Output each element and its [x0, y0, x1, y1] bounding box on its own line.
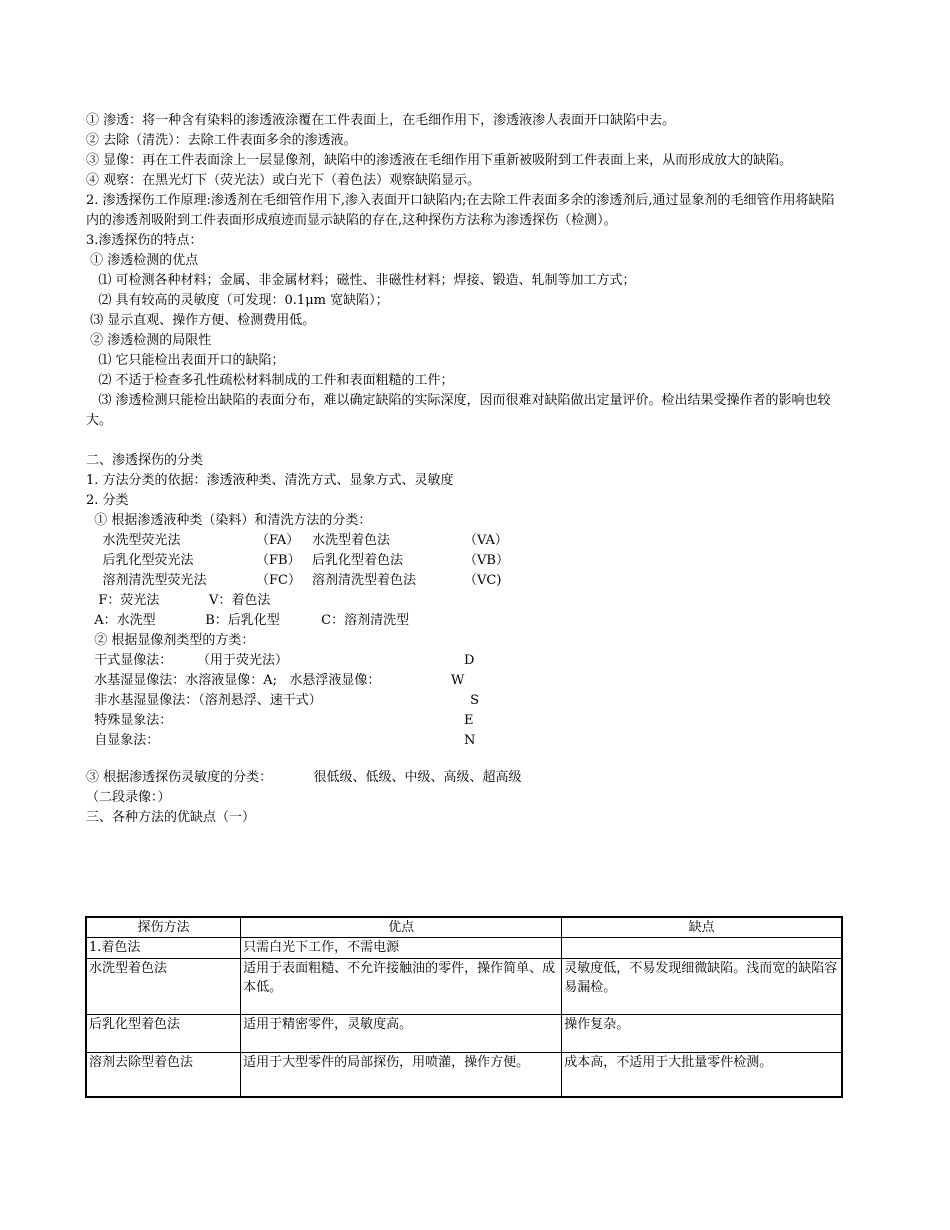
cell-disadvantage	[562, 938, 842, 959]
method-code: （VA）	[464, 533, 508, 548]
method-row	[86, 531, 846, 551]
header-method: 探伤方法	[86, 917, 241, 938]
by-developer-heading: ② 根据显像剂类型的方类：	[86, 633, 255, 648]
method-dye: 水洗型着色法	[312, 533, 391, 548]
method-code: （VB）	[464, 553, 509, 568]
developer-code: N	[464, 733, 476, 748]
limitation-item: ⑴ 它只能检出表面开口的缺陷；	[86, 353, 285, 368]
section2-heading: 二、渗透探伤的分类	[86, 453, 204, 468]
limitation-item: ⑶ 渗透检测只能检出缺陷的表面分布，难以确定缺陷的实际深度，因而很难对缺陷做出定量评价。检出结果受操作者的影响也较大。	[86, 393, 831, 428]
method-row	[86, 551, 846, 571]
limitation-item: ⑵ 不适于检查多孔性疏松材料制成的工件和表面粗糙的工件；	[86, 373, 454, 388]
table-row	[86, 1015, 842, 1053]
table-row	[86, 1053, 842, 1097]
method-code: （FA）	[256, 533, 300, 548]
developer-row	[86, 731, 846, 751]
method-fluorescent: 后乳化型荧光法	[86, 553, 194, 568]
document-body	[86, 111, 846, 828]
by-sensitivity-line: ③ 根据渗透探伤灵敏度的分类： 很低级、低级、中级、高级、超高级	[86, 770, 522, 785]
limitations-heading: ② 渗透检测的局限性	[86, 333, 212, 348]
cell-method: 水洗型着色法	[86, 959, 241, 1015]
classification-basis: 1. 方法分类的依据：渗透液种类、清洗方式、显象方式、灵敏度	[86, 473, 454, 488]
method-code: （FC）	[256, 573, 301, 588]
method-dye: 溶剂清洗型着色法	[312, 573, 417, 588]
step-remove: ② 去除（清洗）：去除工件表面多余的渗透液。	[86, 133, 357, 148]
step-penetrate: ① 渗透：将一种含有染料的渗透液涂覆在工件表面上，在毛细作用下，渗透液渗人表面开口缺陷中去。	[86, 113, 676, 128]
developer-code: D	[464, 653, 475, 668]
cell-disadvantage: 灵敏度低，不易发现细微缺陷。浅而宽的缺陷容易漏检。	[562, 959, 842, 1015]
comparison-table	[85, 916, 843, 1098]
method-dye: 后乳化型着色法	[312, 553, 404, 568]
method-fluorescent: 水洗型荧光法	[86, 533, 181, 548]
advantage-item: ⑴ 可检测各种材料；金属、非金属材料；磁性、非磁性材料；焊接、锻造、轧制等加工方式；	[86, 273, 636, 288]
developer-row	[86, 691, 846, 711]
method-row	[86, 571, 846, 591]
advantages-heading: ① 渗透检测的优点	[86, 253, 199, 268]
method-code: （VC)	[464, 573, 502, 588]
step-observe: ④ 观察：在黑光灯下（荧光法）或白光下（着色法）观察缺陷显示。	[86, 173, 481, 188]
header-advantages: 优点	[241, 917, 562, 938]
method-code: （FB）	[256, 553, 301, 568]
cell-disadvantage: 操作复杂。	[562, 1015, 842, 1053]
developer-row	[86, 711, 846, 731]
cell-advantage: 适用于表面粗糙、不允许接触油的零件，操作简单、成本低。	[241, 959, 562, 1015]
legend-line: F：荧光法 V：着色法	[86, 593, 271, 608]
legend-line: A：水洗型 B：后乳化型 C：溶剂清洗型	[86, 613, 410, 628]
cell-method: 溶剂去除型着色法	[86, 1053, 241, 1097]
by-penetrant-heading: ① 根据渗透液种类（染料）和清洗方法的分类：	[86, 513, 372, 528]
developer-row	[86, 651, 846, 671]
advantage-item: ⑶ 显示直观、操作方便、检测费用低。	[86, 313, 316, 328]
features-heading: 3.渗透探伤的特点：	[86, 233, 203, 248]
table-row	[86, 938, 842, 959]
advantage-item: ⑵ 具有较高的灵敏度（可发现：0.1μm 宽缺陷）；	[86, 293, 389, 308]
developer-name: 水基湿显像法：水溶液显像：A; 水悬浮液显像：	[86, 673, 381, 688]
principle-paragraph: 2. 渗透探伤工作原理:渗透剂在毛细管作用下,渗入表面开口缺陷内;在去除工件表面多余的渗透剂后,通过显象剂的毛细管作用将缺陷内的渗透剂吸附到工件表面形成痕迹而显示缺陷的存在,这种探伤方法称为渗透探伤（检测）。	[86, 193, 835, 228]
step-develop: ③ 显像：再在工件表面涂上一层显像剂，缺陷中的渗透液在毛细作用下重新被吸附到工件表面上来，从而形成放大的缺陷。	[86, 153, 793, 168]
developer-name: 非水基湿显像法：（溶剂悬浮、速干式）	[86, 693, 322, 708]
cell-advantage: 只需白光下工作，不需电源	[241, 938, 562, 959]
table-header-row	[86, 917, 842, 938]
developer-name: 干式显像法： （用于荧光法）	[86, 653, 289, 668]
developer-code: S	[466, 693, 480, 708]
developer-code: E	[464, 713, 474, 728]
developer-name: 特殊显象法：	[86, 713, 173, 728]
developer-row	[86, 671, 846, 691]
classification-heading: 2. 分类	[86, 493, 129, 508]
recording-note: （二段录像：）	[86, 790, 171, 805]
developer-code: W	[451, 673, 465, 688]
developer-name: 自显象法：	[86, 733, 160, 748]
method-fluorescent: 溶剂清洗型荧光法	[86, 573, 207, 588]
cell-method: 后乳化型着色法	[86, 1015, 241, 1053]
table-row	[86, 959, 842, 1015]
section3-heading: 三、各种方法的优缺点（一）	[86, 810, 256, 825]
cell-disadvantage: 成本高，不适用于大批量零件检测。	[562, 1053, 842, 1097]
cell-method: 1.着色法	[86, 938, 241, 959]
cell-advantage: 适用于精密零件，灵敏度高。	[241, 1015, 562, 1053]
cell-advantage: 适用于大型零件的局部探伤，用喷灌，操作方便。	[241, 1053, 562, 1097]
header-disadvantages: 缺点	[562, 917, 842, 938]
